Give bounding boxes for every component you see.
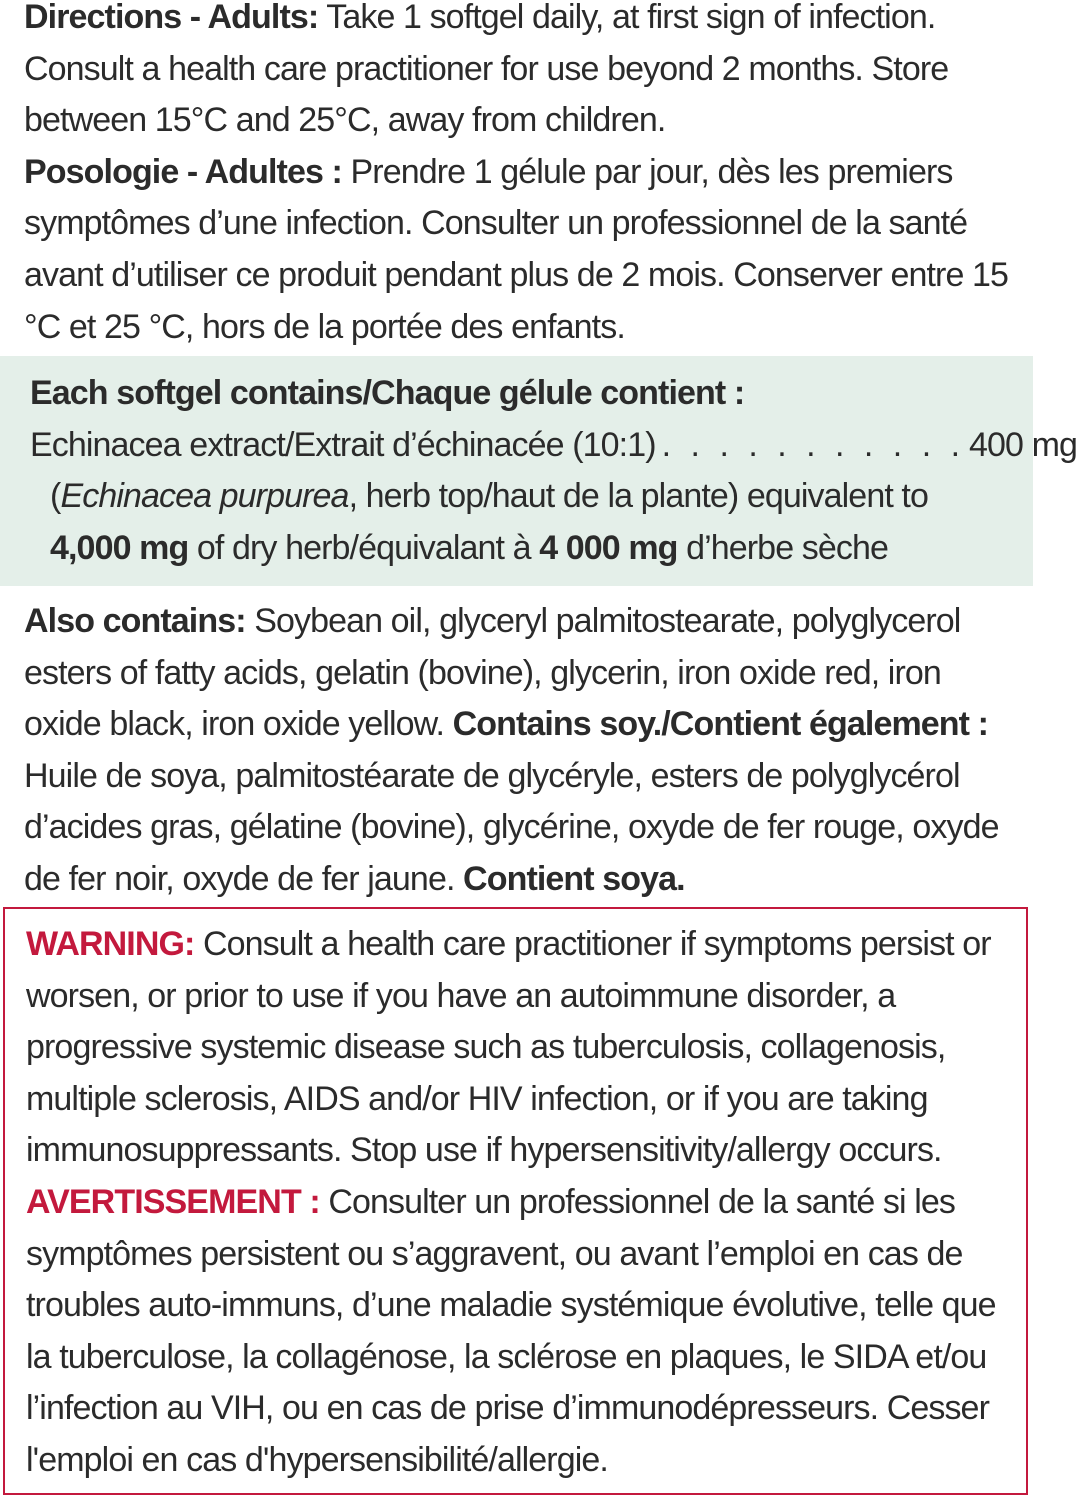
warning-box [3, 907, 1028, 1495]
ingredient-leader-dots: . . . . . . . . . . . [661, 425, 966, 464]
ingredient-amount: 400 mg [969, 425, 1077, 464]
directions-fr-label: Posologie - Adultes : [24, 152, 342, 191]
directions-en-label: Directions - Adults: [24, 0, 319, 36]
warning-fr-label: AVERTISSEMENT : [26, 1182, 320, 1221]
ingredient-source [30, 471, 1009, 523]
warning-fr [26, 1177, 1006, 1487]
ingredient-equivalence [30, 523, 1009, 575]
medicinal-heading-text: Each softgel contains/Chaque gélule contient : [30, 374, 745, 412]
medicinal-heading [30, 368, 1009, 420]
directions-section [0, 0, 1033, 353]
ingredient-name: Echinacea extract/Extrait d’échinacée (10:1) [30, 425, 656, 464]
source-species: Echinacea purpurea [60, 477, 349, 516]
medicinal-ingredients-panel [0, 356, 1077, 586]
equiv-en-amount: 4,000 mg [50, 528, 189, 567]
nonmedicinal-en-allergen: Contains soy./Contient également : [452, 705, 989, 744]
directions-en-text: Take 1 softgel daily, at first sign of infection. Consult a health care practitioner for use beyond 2 months. Store between 15°C and 25°C, away from children. [24, 0, 949, 140]
source-rest: , herb top/haut de la plante) equivalent to [348, 477, 928, 516]
non-medicinal-ingredients-section [0, 596, 1033, 906]
warning-en-text: Consult a health care practitioner if symptoms persist or worsen, or prior to use if you have an autoimmune disorder, a progressive systemic disease such as tuberculosis, collagenosis, multiple sclerosis, AIDS and/or HIV infection, or if you are taking immunosuppressants. Stop use if hypersensitivity/allergy occurs. [26, 925, 991, 1170]
equiv-end: d’herbe sèche [686, 528, 888, 567]
nonmedicinal-en-text: Soybean oil, glyceryl palmitostearate, polyglycerol esters of fatty acids, gelatin (bovine), glycerin, iron oxide red, iron oxide black, iron oxide yellow. [24, 602, 961, 744]
equiv-mid: of dry herb/équivalant à [196, 528, 531, 567]
nonmedicinal-en-label: Also contains: [24, 602, 246, 640]
nonmedicinal-fr-allergen: Contient soya. [463, 859, 685, 898]
directions-en [24, 0, 1009, 147]
ingredient-line [30, 420, 1077, 472]
warning-en [26, 919, 1006, 1177]
warning-en-label: WARNING: [26, 925, 195, 963]
directions-fr [24, 147, 1009, 353]
equiv-fr-amount: 4 000 mg [539, 528, 678, 567]
directions-fr-text: Prendre 1 gélule par jour, dès les premiers symptômes d’une infection. Consulter un professionnel de la santé avant d’utiliser ce produit pendant plus de 2 mois. Conserver entre 15 °C et 25 °C, hors de la portée des enfants. [24, 152, 1009, 346]
source-open-paren: ( [50, 477, 61, 516]
nonmedicinal-fr-text: Huile de soya, palmitostéarate de glycéryle, esters de polyglycérol d’acides gras, gélatine (bovine), glycérine, oxyde de fer rouge, oxyde de fer noir, oxyde de fer jaune. [24, 756, 999, 898]
nonmedicinal-paragraph [24, 596, 1009, 906]
warning-fr-text: Consulter un professionnel de la santé si les symptômes persistent ou s’aggravent, ou avant l’emploi en cas de troubles auto-immuns, d’une maladie systémique évolutive, telle que la tuberculose, la collagénose, la sclérose en plaques, le SIDA et/ou l’infection au VIH, ou en cas de prise d’immunodépresseurs. Cesser l'emploi en cas d'hypersensibilité/allergie. [26, 1182, 996, 1479]
